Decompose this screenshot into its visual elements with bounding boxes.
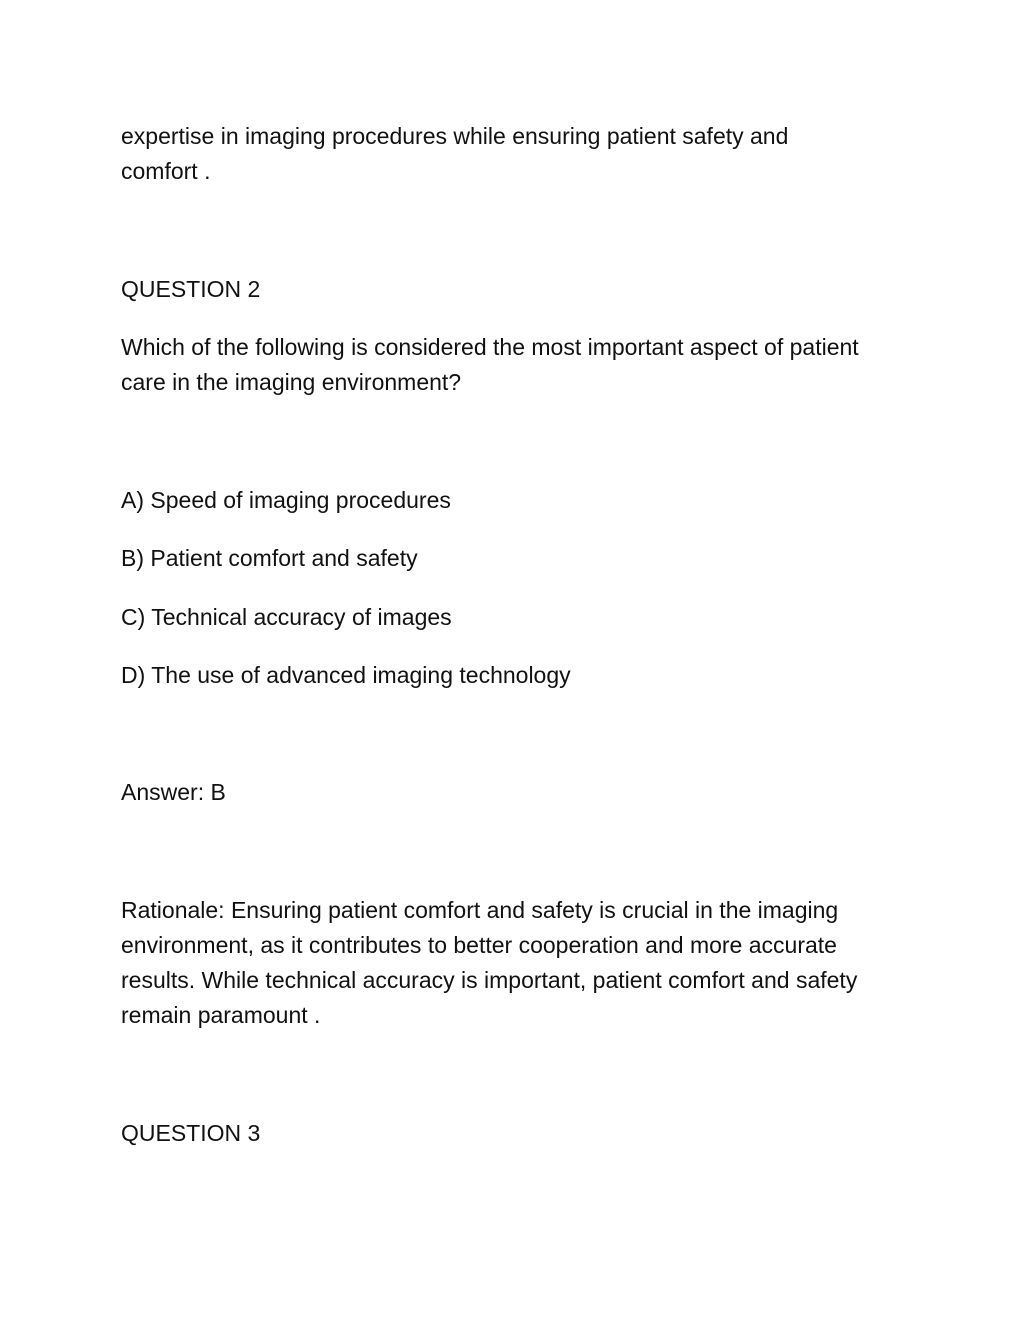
- question-3-heading: QUESTION 3: [121, 1120, 261, 1146]
- question-2-heading: QUESTION 2: [121, 276, 261, 302]
- answer-line: Answer: B: [121, 779, 226, 805]
- option-b: B) Patient comfort and safety: [121, 545, 418, 571]
- rationale-paragraph: Rationale: Ensuring patient comfort and safety is crucial in the imaging environment, as it contributes to better cooperation and more accurate results. While technical accuracy is important, patient comfort and safety remain paramount .: [121, 897, 858, 1028]
- option-c: C) Technical accuracy of images: [121, 604, 452, 630]
- continuation-paragraph: expertise in imaging procedures while ensuring patient safety and comfort .: [121, 123, 789, 184]
- option-d: D) The use of advanced imaging technology: [121, 662, 571, 688]
- question-2-prompt: Which of the following is considered the most important aspect of patient care in the imaging environment?: [121, 334, 859, 395]
- option-a: A) Speed of imaging procedures: [121, 487, 451, 513]
